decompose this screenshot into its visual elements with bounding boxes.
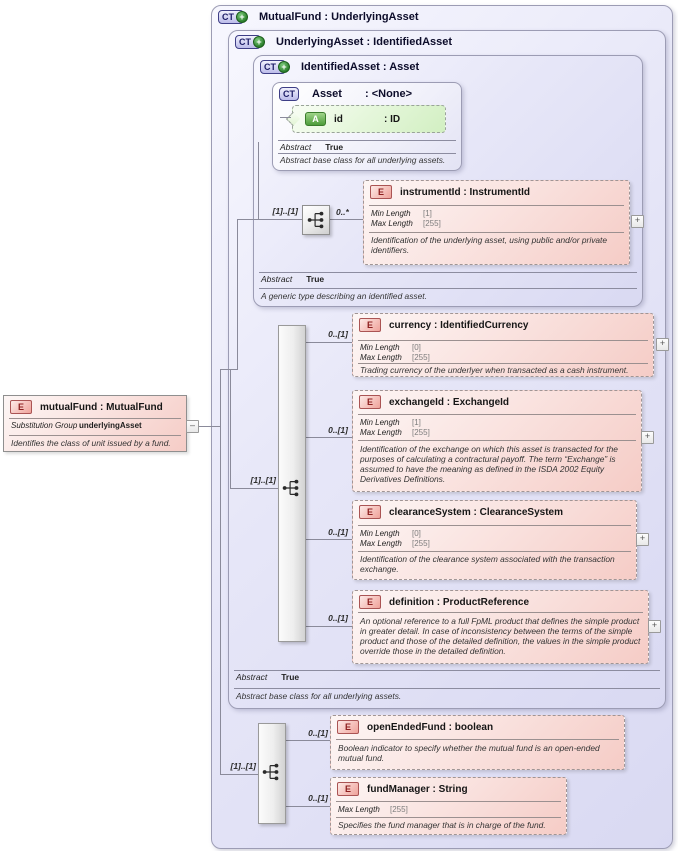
element-annotation: Trading currency of the underlyer when transacted as a cash instrument.: [360, 365, 629, 375]
element-badge-icon: E: [10, 400, 32, 414]
complex-type-box-asset: [272, 82, 462, 171]
element-title: definition : ProductReference: [389, 596, 530, 608]
element-badge-icon: E: [359, 395, 381, 409]
facet-max-length: Max Length [255]: [371, 219, 441, 228]
derivation-plus-icon: +: [253, 36, 265, 48]
divider: [358, 363, 648, 364]
ct-badge-icon: CT: [279, 87, 299, 101]
cardinality-label: 0..[1]: [328, 329, 348, 339]
connector-line: [220, 369, 221, 774]
connector-line: [237, 219, 238, 369]
element-openendedfund[interactable]: [330, 715, 625, 770]
element-title: exchangeId : ExchangeId: [389, 396, 510, 408]
sequence-glyph: [306, 210, 326, 230]
type-annotation: Abstract base class for all underlying assets.: [236, 691, 402, 701]
sequence-glyph: [261, 762, 281, 782]
occurs-label: [1]..[1]: [250, 475, 276, 485]
connector-line: [304, 539, 352, 540]
connector-line: [284, 806, 330, 807]
element-annotation: Boolean indicator to specify whether the mutual fund is an open-ended mutual fund.: [338, 743, 600, 763]
pill-point: [286, 112, 300, 126]
complex-type-header-underlyingasset[interactable]: [235, 35, 665, 49]
cardinality-label: 0..[1]: [308, 793, 328, 803]
element-badge-icon: E: [370, 185, 392, 199]
divider: [358, 440, 636, 441]
connector-line: [304, 342, 352, 343]
connector-line: [220, 774, 258, 775]
divider: [369, 205, 624, 206]
sequence-icon[interactable]: [278, 325, 306, 642]
element-title: openEndedFund : boolean: [367, 721, 494, 733]
ct-badge-icon: CT +: [235, 35, 261, 49]
element-clearancesystem[interactable]: [352, 500, 637, 580]
box-title: MutualFund : UnderlyingAsset: [259, 11, 419, 23]
divider: [336, 739, 619, 740]
cardinality-label: 0..[1]: [308, 728, 328, 738]
attribute-name: id: [334, 113, 343, 125]
divider: [358, 525, 631, 526]
element-annotation: Identification of the underlying asset, using public and/or private identifiers.: [371, 235, 608, 255]
cardinality-label: 0..[1]: [328, 527, 348, 537]
expand-button-instrumentid[interactable]: +: [631, 215, 644, 228]
type-annotation: Abstract base class for all underlying assets.: [280, 155, 446, 165]
box-title-type: : <None>: [365, 88, 413, 100]
element-definition[interactable]: [352, 590, 649, 664]
element-annotation: Specifies the fund manager that is in charge of the fund.: [338, 820, 546, 830]
element-mutualfund-global[interactable]: [3, 395, 187, 452]
abstract-row: Abstract True: [236, 672, 300, 682]
connector-line: [220, 369, 238, 370]
derivation-plus-icon: +: [278, 61, 290, 73]
element-badge-icon: E: [359, 505, 381, 519]
element-fundmanager[interactable]: [330, 777, 567, 835]
substitution-group-row: Substitution Group underlyingAsset: [11, 421, 142, 430]
box-title: UnderlyingAsset : IdentifiedAsset: [276, 36, 453, 48]
facet-max-length: Max Length [255]: [338, 805, 408, 814]
cardinality-label: 0..[1]: [328, 425, 348, 435]
divider: [358, 612, 643, 613]
facet-min-length: Min Length [0]: [360, 529, 421, 538]
element-instrumentid[interactable]: [363, 180, 630, 265]
element-annotation: An optional reference to a full FpML product that defines the simple product in greater detail. In case of inconsistency between the terms of the simple product and those of the detailed definition, the values in the simple product override those in the detailed definition.: [360, 616, 641, 656]
divider: [234, 670, 660, 671]
attribute-badge-icon: A: [305, 112, 326, 126]
connector-line: [197, 426, 220, 427]
collapse-button[interactable]: –: [186, 420, 199, 433]
divider: [336, 801, 561, 802]
connector-line: [230, 369, 231, 489]
element-annotation: Identification of the exchange on which this asset is transacted for the purposes of calculating a contractural payoff. The term “Exchange” is assumed to have the meaning as defined in the ISDA 2002 Equity Derivatives Definitions.: [360, 444, 618, 484]
element-exchangeid[interactable]: [352, 390, 642, 492]
divider: [358, 551, 631, 552]
divider: [9, 435, 181, 436]
element-currency[interactable]: [352, 313, 654, 377]
element-title: instrumentId : InstrumentId: [400, 186, 530, 198]
abstract-row: Abstract True: [261, 274, 325, 284]
attribute-id[interactable]: [292, 105, 446, 133]
facet-max-length: Max Length [255]: [360, 353, 430, 362]
divider: [358, 340, 648, 341]
expand-button-definition[interactable]: +: [648, 620, 661, 633]
connector-line: [280, 117, 291, 118]
divider: [358, 414, 636, 415]
sequence-icon[interactable]: [302, 205, 330, 235]
divider: [278, 140, 456, 141]
divider: [336, 817, 561, 818]
element-title: clearanceSystem : ClearanceSystem: [389, 506, 563, 518]
sequence-glyph: [281, 478, 301, 498]
element-annotation: Identifies the class of unit issued by a fund.: [11, 438, 171, 448]
connector-line: [284, 740, 330, 741]
element-badge-icon: E: [337, 720, 359, 734]
complex-type-header-mutualfund[interactable]: [218, 10, 672, 24]
element-title: currency : IdentifiedCurrency: [389, 319, 529, 331]
expand-button-currency[interactable]: +: [656, 338, 669, 351]
element-annotation: Identification of the clearance system associated with the transaction exchange.: [360, 554, 615, 574]
derivation-plus-icon: +: [236, 11, 248, 23]
facet-min-length: Min Length [0]: [360, 343, 421, 352]
divider: [278, 153, 456, 154]
facet-min-length: Min Length [1]: [371, 209, 432, 218]
complex-type-header-asset[interactable]: [279, 87, 461, 101]
ct-badge-icon: CT +: [260, 60, 286, 74]
box-title: IdentifiedAsset : Asset: [301, 61, 420, 73]
divider: [9, 418, 181, 419]
facet-max-length: Max Length [255]: [360, 539, 430, 548]
occurs-label: [1]..[1]: [230, 761, 256, 771]
divider: [369, 232, 624, 233]
attribute-type: : ID: [384, 113, 401, 125]
occurs-label: [1]..[1]: [272, 206, 298, 216]
cardinality-label: 0..*: [336, 207, 349, 217]
divider: [259, 272, 637, 273]
divider: [234, 688, 660, 689]
connector-line: [304, 437, 352, 438]
sequence-icon[interactable]: [258, 723, 286, 824]
element-badge-icon: E: [359, 595, 381, 609]
connector-line: [230, 488, 278, 489]
connector-line: [328, 219, 363, 220]
element-title: fundManager : String: [367, 783, 468, 795]
abstract-row: Abstract True: [280, 142, 344, 152]
facet-min-length: Min Length [1]: [360, 418, 421, 427]
connector-line: [237, 219, 302, 220]
expand-button-exchangeid[interactable]: +: [641, 431, 654, 444]
element-title: mutualFund : MutualFund: [40, 401, 163, 413]
element-badge-icon: E: [359, 318, 381, 332]
facet-max-length: Max Length [255]: [360, 428, 430, 437]
type-annotation: A generic type describing an identified asset.: [261, 291, 427, 301]
ct-badge-icon: CT +: [218, 10, 244, 24]
expand-button-clearancesystem[interactable]: +: [636, 533, 649, 546]
connector-line: [304, 626, 352, 627]
box-title-name: Asset: [312, 88, 342, 100]
element-badge-icon: E: [337, 782, 359, 796]
divider: [259, 288, 637, 289]
cardinality-label: 0..[1]: [328, 613, 348, 623]
complex-type-header-identifiedasset[interactable]: [260, 60, 642, 74]
